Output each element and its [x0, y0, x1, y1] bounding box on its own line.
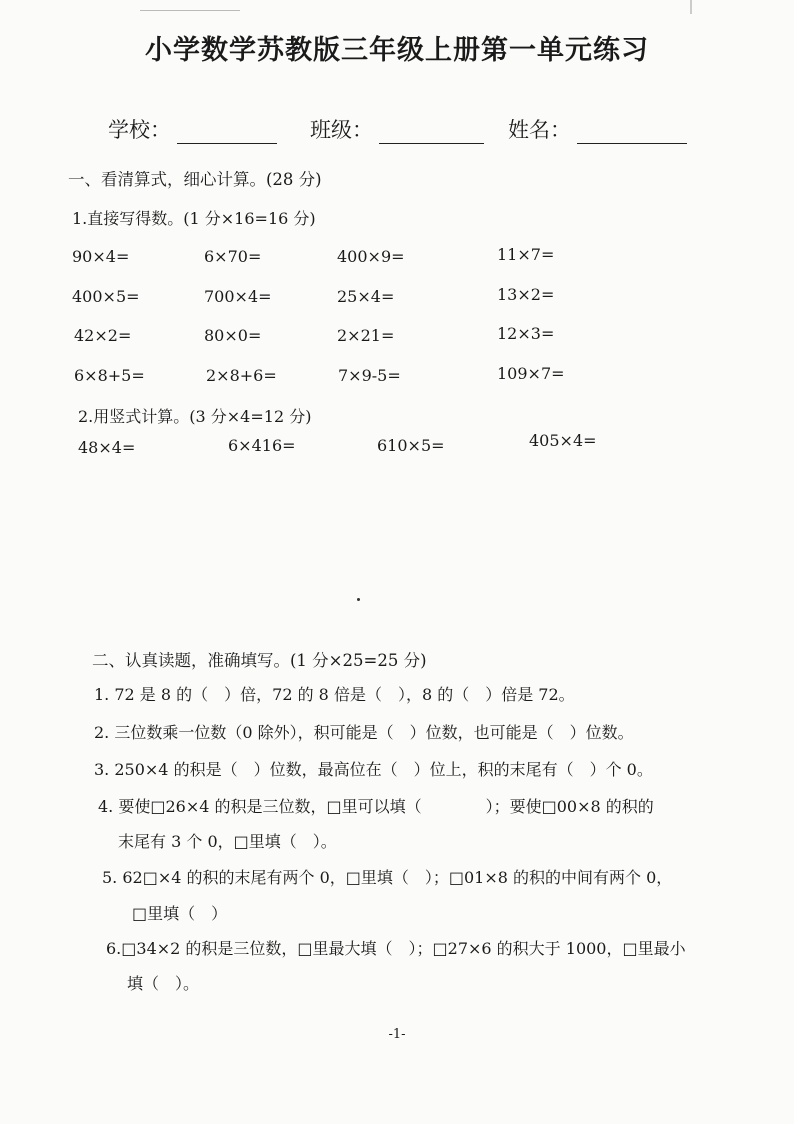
calc-item: 2×21=	[337, 326, 395, 345]
vertical-calc-item: 48×4=	[78, 438, 136, 457]
class-blank[interactable]	[379, 123, 484, 144]
page-number: -1-	[388, 1027, 406, 1042]
page-title: 小学数学苏教版三年级上册第一单元练习	[145, 35, 649, 66]
question-2: 2. 三位数乘一位数（0 除外），积可能是（ ）位数，也可能是（ ）位数。	[94, 723, 634, 742]
name-label: 姓名：	[508, 118, 571, 142]
class-label: 班级：	[310, 118, 373, 142]
part1-heading: 1.直接写得数。(1 分×16=16 分)	[72, 209, 316, 228]
scan-artifact-line	[140, 10, 240, 11]
calc-item: 400×5=	[72, 287, 140, 306]
question-6-line2: 填（ ）。	[127, 974, 200, 993]
vertical-calc-item: 6×416=	[228, 436, 296, 455]
calc-item: 2×8+6=	[206, 366, 277, 385]
question-5-line1: 5. 62□×4 的积的末尾有两个 0，□里填（ ）；□01×8 的积的中间有两个 0，	[102, 868, 673, 887]
scan-artifact-mark	[690, 0, 692, 14]
name-blank[interactable]	[577, 123, 687, 144]
calc-item: 80×0=	[204, 326, 262, 345]
calc-item: 400×9=	[337, 247, 405, 266]
section2-heading: 二、认真读题，准确填写。(1 分×25=25 分)	[92, 651, 427, 670]
question-1: 1. 72 是 8 的（ ）倍，72 的 8 倍是（ ），8 的（ ）倍是 72。	[94, 685, 575, 704]
question-5-line2: □里填（ ）	[132, 904, 228, 923]
calc-item: 6×70=	[204, 247, 262, 266]
calc-item: 90×4=	[72, 247, 130, 266]
question-4-line2: 末尾有 3 个 0，□里填（ ）。	[118, 832, 337, 851]
calc-item: 109×7=	[497, 364, 565, 383]
question-4-line1: 4. 要使□26×4 的积是三位数，□里可以填（ ）；要使□00×8 的积的	[98, 797, 654, 816]
calc-item: 700×4=	[204, 287, 272, 306]
calc-item: 11×7=	[497, 245, 555, 264]
class-field	[310, 114, 484, 144]
calc-item: 12×3=	[497, 324, 555, 343]
school-field	[108, 114, 277, 144]
question-3: 3. 250×4 的积是（ ）位数，最高位在（ ）位上，积的末尾有（ ）个 0。	[94, 760, 653, 779]
calc-item: 25×4=	[337, 287, 395, 306]
name-field	[508, 114, 687, 144]
calc-item: 42×2=	[74, 326, 132, 345]
scan-speck	[357, 598, 360, 601]
calc-item: 13×2=	[497, 285, 555, 304]
calc-item: 6×8+5=	[74, 366, 145, 385]
vertical-calc-item: 405×4=	[529, 431, 597, 450]
question-6-line1: 6.□34×2 的积是三位数，□里最大填（ ）；□27×6 的积大于 1000，□里最小	[106, 939, 686, 958]
section1-heading: 一、看清算式，细心计算。(28 分)	[68, 170, 322, 189]
school-blank[interactable]	[177, 123, 277, 144]
vertical-calc-item: 610×5=	[377, 436, 445, 455]
school-label: 学校：	[108, 118, 171, 142]
part2-heading: 2.用竖式计算。(3 分×4=12 分)	[78, 407, 312, 426]
calc-item: 7×9-5=	[338, 366, 401, 385]
